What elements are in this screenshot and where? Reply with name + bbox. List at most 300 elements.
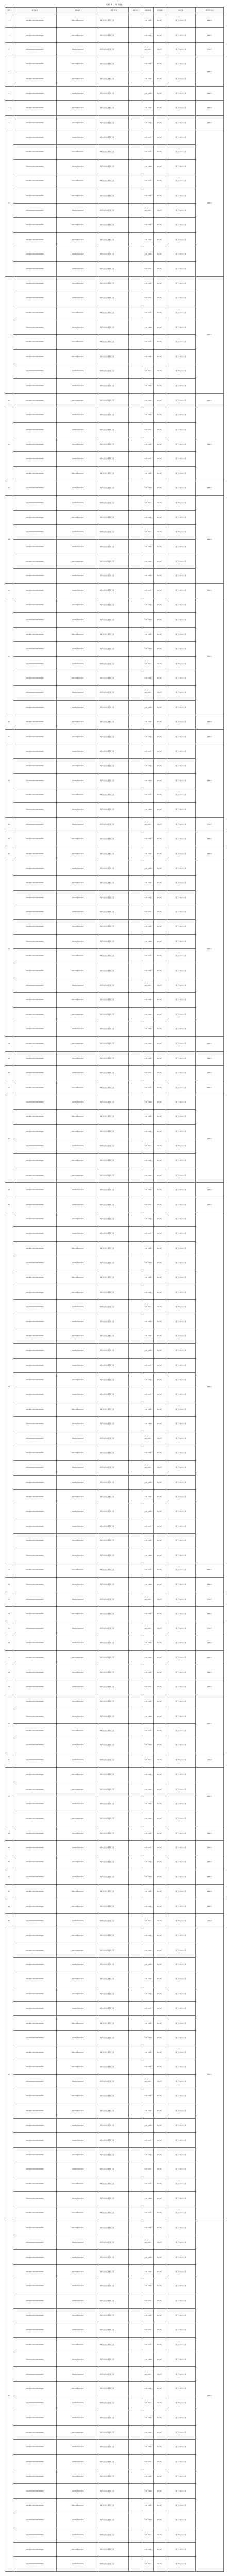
table-row xyxy=(5,145,224,159)
purchase-id-cell: 2024020141234 xyxy=(57,554,99,568)
method-cell xyxy=(129,1475,142,1489)
project-name-cell: 城市综合执法局零星工程 xyxy=(99,2337,129,2352)
table-row xyxy=(5,86,224,100)
project-id-cell: 240418044015000000000 xyxy=(13,2425,57,2439)
contract-amount-cell: 201.3万 xyxy=(154,1972,166,1987)
method-cell xyxy=(129,715,142,730)
method-cell xyxy=(129,920,142,934)
method-cell xyxy=(129,2147,142,2162)
supplier-cell: 厦门市×××公司 xyxy=(166,1797,196,1811)
project-name-cell: 城市综合执法局零星工程 xyxy=(99,1007,129,1022)
contract-amount-cell: 201.3万 xyxy=(154,452,166,466)
project-name-cell: 城市综合执法局零星工程 xyxy=(99,642,129,656)
table-row xyxy=(5,1212,224,1226)
project-id-cell: 240418044015000000000 xyxy=(13,247,57,262)
table-row xyxy=(5,817,224,832)
project-id-cell: 240418044015000000000 xyxy=(13,1709,57,1723)
project-name-cell: 城市综合执法局零星工程 xyxy=(99,2250,129,2264)
approved-amount-cell: 4017011 xyxy=(142,1855,154,1870)
project-id-cell: 240418044015000000000 xyxy=(13,232,57,247)
project-name-cell: 城市综合执法局零星工程 xyxy=(99,876,129,890)
project-id-cell: 240418044015000000000 xyxy=(13,920,57,934)
method-cell xyxy=(129,496,142,510)
supplier-cell: 厦门市×××公司 xyxy=(166,788,196,802)
row-number-cell: 23 xyxy=(5,1037,13,1051)
supplier-cell: 厦门市×××公司 xyxy=(166,510,196,524)
project-name-cell: 城市综合执法局零星工程 xyxy=(99,1402,129,1416)
method-cell xyxy=(129,1431,142,1446)
header-cell: 项目编号 xyxy=(13,8,57,13)
contract-amount-cell: 201.3万 xyxy=(154,72,166,86)
method-cell xyxy=(129,1095,142,1109)
row-number-cell: 8 xyxy=(5,130,13,277)
table-row xyxy=(5,2030,224,2045)
contract-amount-cell: 201.3万 xyxy=(154,1446,166,1460)
supplier-cell: 厦门市×××公司 xyxy=(166,613,196,627)
contract-amount-cell: 201.3万 xyxy=(154,2513,166,2528)
supplier-cell: 厦门市×××公司 xyxy=(166,803,196,817)
table-row xyxy=(5,2308,224,2323)
supplier-cell: 厦门市×××公司 xyxy=(166,1768,196,1782)
approved-amount-cell: 4017011 xyxy=(142,1957,154,1972)
contract-amount-cell: 201.3万 xyxy=(154,934,166,948)
supplier-cell: 厦门市×××公司 xyxy=(166,2191,196,2206)
row-number-cell: 21 xyxy=(5,846,13,861)
table-row xyxy=(5,2396,224,2411)
purchase-id-cell: 2024020141234 xyxy=(57,1051,99,1065)
supplier-cell: 厦门市×××公司 xyxy=(166,2557,196,2571)
table-row xyxy=(5,2279,224,2294)
project-name-cell: 城市综合执法局零星工程 xyxy=(99,2279,129,2294)
table-row xyxy=(5,1372,224,1387)
approved-amount-cell: 4017011 xyxy=(142,1314,154,1329)
approved-amount-cell: 4017011 xyxy=(142,1124,154,1139)
method-cell xyxy=(129,2542,142,2556)
purchase-id-cell: 2024020141234 xyxy=(57,2352,99,2367)
supplier-cell: 厦门市×××公司 xyxy=(166,1446,196,1460)
contract-amount-cell: 201.3万 xyxy=(154,1197,166,1212)
purchase-id-cell: 2024020141234 xyxy=(57,963,99,978)
supplier-cell: 厦门市×××公司 xyxy=(166,2396,196,2411)
purchase-id-cell: 2024020141234 xyxy=(57,1241,99,1256)
purchase-id-cell: 2024020141234 xyxy=(57,159,99,174)
table-row xyxy=(5,2250,224,2264)
project-id-cell: 240418044015000000000 xyxy=(13,2323,57,2337)
purchase-id-cell: 2024020141234 xyxy=(57,1227,99,1241)
purchase-id-cell: 2024020141234 xyxy=(57,174,99,189)
contract-amount-cell: 201.3万 xyxy=(154,2542,166,2556)
contract-amount-cell: 201.3万 xyxy=(154,2528,166,2542)
project-name-cell: 城市综合执法局零星工程 xyxy=(99,1738,129,1753)
project-id-cell: 240418044015000000000 xyxy=(13,408,57,422)
project-name-cell: 城市综合执法局零星工程 xyxy=(99,1768,129,1782)
table-row xyxy=(5,2133,224,2147)
project-name-cell: 城市综合执法局零星工程 xyxy=(99,934,129,948)
purchase-id-cell: 2024020141234 xyxy=(57,1489,99,1504)
purchase-id-cell: 2024020141234 xyxy=(57,13,99,28)
method-cell xyxy=(129,730,142,744)
approved-amount-cell: 4017011 xyxy=(142,2294,154,2308)
supplier-cell: 厦门市×××公司 xyxy=(166,2002,196,2016)
purchase-id-cell: 2024020141234 xyxy=(57,1417,99,1431)
table-row xyxy=(5,993,224,1007)
contract-amount-cell: 201.3万 xyxy=(154,583,166,598)
purchase-id-cell: 2024020141234 xyxy=(57,393,99,408)
approved-amount-cell: 4017011 xyxy=(142,598,154,613)
method-cell xyxy=(129,1446,142,1460)
project-id-cell: 240418044015000000000 xyxy=(13,2074,57,2089)
contract-amount-cell: 201.3万 xyxy=(154,2367,166,2381)
table-row xyxy=(5,671,224,685)
project-id-cell: 240418044015000000000 xyxy=(13,1972,57,1987)
manager-cell: 2390.7 xyxy=(196,832,224,846)
project-id-cell: 240418044015000000000 xyxy=(13,656,57,671)
supplier-cell: 厦门市×××公司 xyxy=(166,1578,196,1592)
approved-amount-cell: 4017011 xyxy=(142,1709,154,1723)
project-name-cell: 城市综合执法局零星工程 xyxy=(99,2060,129,2074)
approved-amount-cell: 4017011 xyxy=(142,1665,154,1680)
contract-amount-cell: 201.3万 xyxy=(154,744,166,758)
table-row xyxy=(5,2119,224,2133)
method-cell xyxy=(129,1709,142,1723)
approved-amount-cell: 4017011 xyxy=(142,2089,154,2104)
contract-amount-cell: 201.3万 xyxy=(154,1139,166,1153)
contract-amount-cell: 201.3万 xyxy=(154,1665,166,1680)
purchase-id-cell: 2024020141234 xyxy=(57,2133,99,2147)
method-cell xyxy=(129,1723,142,1738)
table-row xyxy=(5,1446,224,1460)
supplier-cell: 厦门市×××公司 xyxy=(166,1417,196,1431)
project-name-cell: 城市综合执法局零星工程 xyxy=(99,686,129,700)
contract-amount-cell: 201.3万 xyxy=(154,408,166,422)
supplier-cell: 厦门市×××公司 xyxy=(166,1811,196,1826)
approved-amount-cell: 4017011 xyxy=(142,2557,154,2571)
approved-amount-cell: 4017011 xyxy=(142,1928,154,1943)
project-name-cell: 城市综合执法局零星工程 xyxy=(99,1680,129,1694)
project-id-cell: 240418044015000000000 xyxy=(13,963,57,978)
approved-amount-cell: 4017011 xyxy=(142,1300,154,1314)
approved-amount-cell: 4017011 xyxy=(142,130,154,145)
contract-amount-cell: 201.3万 xyxy=(154,276,166,291)
method-cell xyxy=(129,2235,142,2250)
manager-cell: 2390.7 xyxy=(196,1694,224,1753)
method-cell xyxy=(129,2411,142,2425)
project-id-cell: 240418044015000000000 xyxy=(13,145,57,159)
purchase-id-cell: 2024020141234 xyxy=(57,2381,99,2396)
method-cell xyxy=(129,349,142,364)
project-name-cell: 城市综合执法局零星工程 xyxy=(99,1241,129,1256)
supplier-cell: 厦门市×××公司 xyxy=(166,1197,196,1212)
supplier-cell: 厦门市×××公司 xyxy=(166,1957,196,1972)
supplier-cell: 厦门市×××公司 xyxy=(166,1402,196,1416)
purchase-id-cell: 2024020141234 xyxy=(57,1680,99,1694)
project-name-cell: 城市综合执法局零星工程 xyxy=(99,539,129,554)
table-header-row xyxy=(5,8,224,13)
project-id-cell: 240418044015000000000 xyxy=(13,1840,57,1855)
method-cell xyxy=(129,2337,142,2352)
supplier-cell: 厦门市×××公司 xyxy=(166,422,196,437)
method-cell xyxy=(129,510,142,524)
purchase-id-cell: 2024020141234 xyxy=(57,949,99,963)
approved-amount-cell: 4017011 xyxy=(142,2484,154,2498)
project-name-cell: 城市综合执法局零星工程 xyxy=(99,1592,129,1606)
contract-amount-cell: 201.3万 xyxy=(154,1548,166,1563)
contract-amount-cell: 201.3万 xyxy=(154,174,166,189)
table-row xyxy=(5,2425,224,2439)
table-row xyxy=(5,861,224,875)
row-number-cell: 38 xyxy=(5,1665,13,1680)
table-row xyxy=(5,1987,224,2001)
method-cell xyxy=(129,2440,142,2454)
contract-amount-cell: 201.3万 xyxy=(154,1987,166,2001)
supplier-cell: 厦门市×××公司 xyxy=(166,1826,196,1840)
purchase-id-cell: 2024020141234 xyxy=(57,846,99,861)
supplier-cell: 厦门市×××公司 xyxy=(166,393,196,408)
method-cell xyxy=(129,1519,142,1533)
purchase-id-cell: 2024020141234 xyxy=(57,583,99,598)
project-id-cell: 240418044015000000000 xyxy=(13,2147,57,2162)
project-name-cell: 城市综合执法局零星工程 xyxy=(99,1037,129,1051)
header-cell: 审批金额 xyxy=(142,8,154,13)
project-name-cell: 城市综合执法局零星工程 xyxy=(99,890,129,905)
approved-amount-cell: 4017011 xyxy=(142,1168,154,1182)
project-id-cell: 240418044015000000000 xyxy=(13,1270,57,1285)
approved-amount-cell: 4017011 xyxy=(142,2425,154,2439)
contract-amount-cell: 201.3万 xyxy=(154,1870,166,1884)
contract-amount-cell: 201.3万 xyxy=(154,2323,166,2337)
contract-amount-cell: 201.3万 xyxy=(154,2045,166,2060)
project-name-cell: 城市综合执法局零星工程 xyxy=(99,832,129,846)
method-cell xyxy=(129,1928,142,1943)
contract-amount-cell: 201.3万 xyxy=(154,1578,166,1592)
project-name-cell: 城市综合执法局零星工程 xyxy=(99,1840,129,1855)
manager-cell: 2390.7 xyxy=(196,496,224,583)
supplier-cell: 厦门市×××公司 xyxy=(166,759,196,773)
header-cell: 采购编号 xyxy=(57,8,99,13)
row-number-cell: 28 xyxy=(5,1183,13,1197)
project-id-cell: 240418044015000000000 xyxy=(13,1680,57,1694)
row-number-cell: 34 xyxy=(5,1606,13,1621)
table-row xyxy=(5,496,224,510)
supplier-cell: 厦门市×××公司 xyxy=(166,1899,196,1913)
approved-amount-cell: 4017011 xyxy=(142,2352,154,2367)
purchase-id-cell: 2024020141234 xyxy=(57,203,99,217)
manager-cell: 2390.7 xyxy=(196,1651,224,1665)
table-row xyxy=(5,1022,224,1036)
table-row xyxy=(5,2542,224,2556)
project-id-cell: 240418044015000000000 xyxy=(13,1826,57,1840)
project-id-cell: 240418044015000000000 xyxy=(13,715,57,730)
supplier-cell: 厦门市×××公司 xyxy=(166,1095,196,1109)
purchase-id-cell: 2024020141234 xyxy=(57,1154,99,1168)
supplier-cell: 厦门市×××公司 xyxy=(166,656,196,671)
supplier-cell: 厦门市×××公司 xyxy=(166,642,196,656)
approved-amount-cell: 4017011 xyxy=(142,700,154,715)
approved-amount-cell: 4017011 xyxy=(142,1154,154,1168)
contract-amount-cell: 201.3万 xyxy=(154,1154,166,1168)
table-row xyxy=(5,1592,224,1606)
contract-amount-cell: 201.3万 xyxy=(154,510,166,524)
project-id-cell: 240418044015000000000 xyxy=(13,2352,57,2367)
approved-amount-cell: 4017011 xyxy=(142,1636,154,1650)
method-cell xyxy=(129,2484,142,2498)
approved-amount-cell: 4017011 xyxy=(142,2381,154,2396)
method-cell xyxy=(129,203,142,217)
supplier-cell: 厦门市×××公司 xyxy=(166,1387,196,1402)
purchase-id-cell: 2024020141234 xyxy=(57,890,99,905)
table-row xyxy=(5,890,224,905)
method-cell xyxy=(129,2177,142,2191)
project-name-cell: 城市综合执法局零星工程 xyxy=(99,2308,129,2323)
project-name-cell: 城市综合执法局零星工程 xyxy=(99,115,129,130)
contract-amount-cell: 201.3万 xyxy=(154,262,166,276)
method-cell xyxy=(129,2323,142,2337)
method-cell xyxy=(129,218,142,232)
project-id-cell: 240418044015000000000 xyxy=(13,1314,57,1329)
project-id-cell: 240418044015000000000 xyxy=(13,2367,57,2381)
contract-amount-cell: 201.3万 xyxy=(154,1329,166,1343)
project-name-cell: 城市综合执法局零星工程 xyxy=(99,1636,129,1650)
approved-amount-cell: 4017011 xyxy=(142,364,154,379)
purchase-id-cell: 2024020141234 xyxy=(57,2060,99,2074)
approved-amount-cell: 4017011 xyxy=(142,2454,154,2469)
supplier-cell: 厦门市×××公司 xyxy=(166,525,196,539)
table-row xyxy=(5,262,224,276)
approved-amount-cell: 4017011 xyxy=(142,2133,154,2147)
project-name-cell: 城市综合执法局零星工程 xyxy=(99,57,129,72)
method-cell xyxy=(129,861,142,875)
project-id-cell: 240418044015000000000 xyxy=(13,13,57,28)
supplier-cell: 厦门市×××公司 xyxy=(166,1314,196,1329)
contract-amount-cell: 201.3万 xyxy=(154,1957,166,1972)
project-id-cell: 240418044015000000000 xyxy=(13,174,57,189)
project-id-cell: 240418044015000000000 xyxy=(13,1694,57,1709)
contract-amount-cell: 201.3万 xyxy=(154,656,166,671)
supplier-cell: 厦门市×××公司 xyxy=(166,2484,196,2498)
method-cell xyxy=(129,1534,142,1548)
table-row xyxy=(5,1680,224,1694)
row-number-cell: 42 xyxy=(5,1768,13,1826)
method-cell xyxy=(129,364,142,379)
row-number-cell: 2 xyxy=(5,28,13,42)
purchase-id-cell: 2024020141234 xyxy=(57,1840,99,1855)
purchase-id-cell: 2024020141234 xyxy=(57,2542,99,2556)
table-row xyxy=(5,159,224,174)
contract-amount-cell: 201.3万 xyxy=(154,1753,166,1767)
table-row xyxy=(5,2352,224,2367)
approved-amount-cell: 4017011 xyxy=(142,1372,154,1387)
project-name-cell: 城市综合执法局零星工程 xyxy=(99,1621,129,1636)
supplier-cell: 厦门市×××公司 xyxy=(166,1124,196,1139)
project-id-cell: 240418044015000000000 xyxy=(13,1344,57,1358)
project-name-cell: 城市综合执法局零星工程 xyxy=(99,2513,129,2528)
supplier-cell: 厦门市×××公司 xyxy=(166,598,196,613)
contract-amount-cell: 201.3万 xyxy=(154,1606,166,1621)
approved-amount-cell: 4017011 xyxy=(142,42,154,57)
supplier-cell: 厦门市×××公司 xyxy=(166,2323,196,2337)
purchase-id-cell: 2024020141234 xyxy=(57,42,99,57)
purchase-id-cell: 2024020141234 xyxy=(57,2396,99,2411)
manager-cell: 2390.7 xyxy=(196,1051,224,1065)
purchase-id-cell: 2024020141234 xyxy=(57,1300,99,1314)
project-name-cell: 城市综合执法局零星工程 xyxy=(99,145,129,159)
project-id-cell: 240418044015000000000 xyxy=(13,1461,57,1475)
purchase-id-cell: 2024020141234 xyxy=(57,130,99,145)
table-row xyxy=(5,1651,224,1665)
table-row xyxy=(5,130,224,145)
supplier-cell: 厦门市×××公司 xyxy=(166,203,196,217)
method-cell xyxy=(129,1256,142,1270)
approved-amount-cell: 4017011 xyxy=(142,2440,154,2454)
approved-amount-cell: 4017011 xyxy=(142,1358,154,1372)
contract-amount-cell: 201.3万 xyxy=(154,1855,166,1870)
contract-amount-cell: 201.3万 xyxy=(154,817,166,832)
project-id-cell: 240418044015000000000 xyxy=(13,218,57,232)
project-name-cell: 城市综合执法局零星工程 xyxy=(99,42,129,57)
contract-amount-cell: 201.3万 xyxy=(154,2060,166,2074)
project-id-cell: 240418044015000000000 xyxy=(13,1285,57,1299)
manager-cell: 2390.7 xyxy=(196,1212,224,1563)
approved-amount-cell: 4017011 xyxy=(142,2396,154,2411)
supplier-cell: 厦门市×××公司 xyxy=(166,1943,196,1957)
project-id-cell: 240418044015000000000 xyxy=(13,890,57,905)
project-name-cell: 城市综合执法局零星工程 xyxy=(99,2542,129,2556)
project-name-cell: 城市综合执法局零星工程 xyxy=(99,656,129,671)
project-name-cell: 城市综合执法局零星工程 xyxy=(99,1899,129,1913)
approved-amount-cell: 4017011 xyxy=(142,2074,154,2089)
project-id-cell: 240418044015000000000 xyxy=(13,2542,57,2556)
project-name-cell: 城市综合执法局零星工程 xyxy=(99,2396,129,2411)
method-cell xyxy=(129,1037,142,1051)
contract-amount-cell: 201.3万 xyxy=(154,2557,166,2571)
approved-amount-cell: 4017011 xyxy=(142,320,154,334)
method-cell xyxy=(129,1066,142,1080)
project-name-cell: 城市综合执法局零星工程 xyxy=(99,2147,129,2162)
table-row xyxy=(5,42,224,57)
supplier-cell: 厦门市×××公司 xyxy=(166,2542,196,2556)
method-cell xyxy=(129,86,142,100)
table-row xyxy=(5,2454,224,2469)
supplier-cell: 厦门市×××公司 xyxy=(166,1636,196,1650)
approved-amount-cell: 4017011 xyxy=(142,1197,154,1212)
purchase-id-cell: 2024020141234 xyxy=(57,218,99,232)
manager-cell: 2390.7 xyxy=(196,1080,224,1095)
approved-amount-cell: 4017011 xyxy=(142,218,154,232)
project-name-cell: 城市综合执法局零星工程 xyxy=(99,452,129,466)
project-name-cell: 城市综合执法局零星工程 xyxy=(99,1358,129,1372)
contract-amount-cell: 201.3万 xyxy=(154,145,166,159)
project-id-cell: 240418044015000000000 xyxy=(13,569,57,583)
approved-amount-cell: 4017011 xyxy=(142,613,154,627)
contract-amount-cell: 201.3万 xyxy=(154,1519,166,1533)
method-cell xyxy=(129,466,142,481)
project-id-cell: 240418044015000000000 xyxy=(13,1402,57,1416)
approved-amount-cell: 4017011 xyxy=(142,276,154,291)
method-cell xyxy=(129,1197,142,1212)
purchase-id-cell: 2024020141234 xyxy=(57,2104,99,2118)
project-name-cell: 城市综合执法局零星工程 xyxy=(99,481,129,496)
project-name-cell: 城市综合执法局零星工程 xyxy=(99,569,129,583)
method-cell xyxy=(129,1461,142,1475)
contract-amount-cell: 201.3万 xyxy=(154,496,166,510)
method-cell xyxy=(129,1636,142,1650)
manager-cell: 2390.7 xyxy=(196,1037,224,1051)
project-id-cell: 240418044015000000000 xyxy=(13,159,57,174)
method-cell xyxy=(129,598,142,613)
table-row xyxy=(5,2074,224,2089)
manager-cell: 2390.7 xyxy=(196,13,224,28)
project-id-cell: 240418044015000000000 xyxy=(13,1957,57,1972)
